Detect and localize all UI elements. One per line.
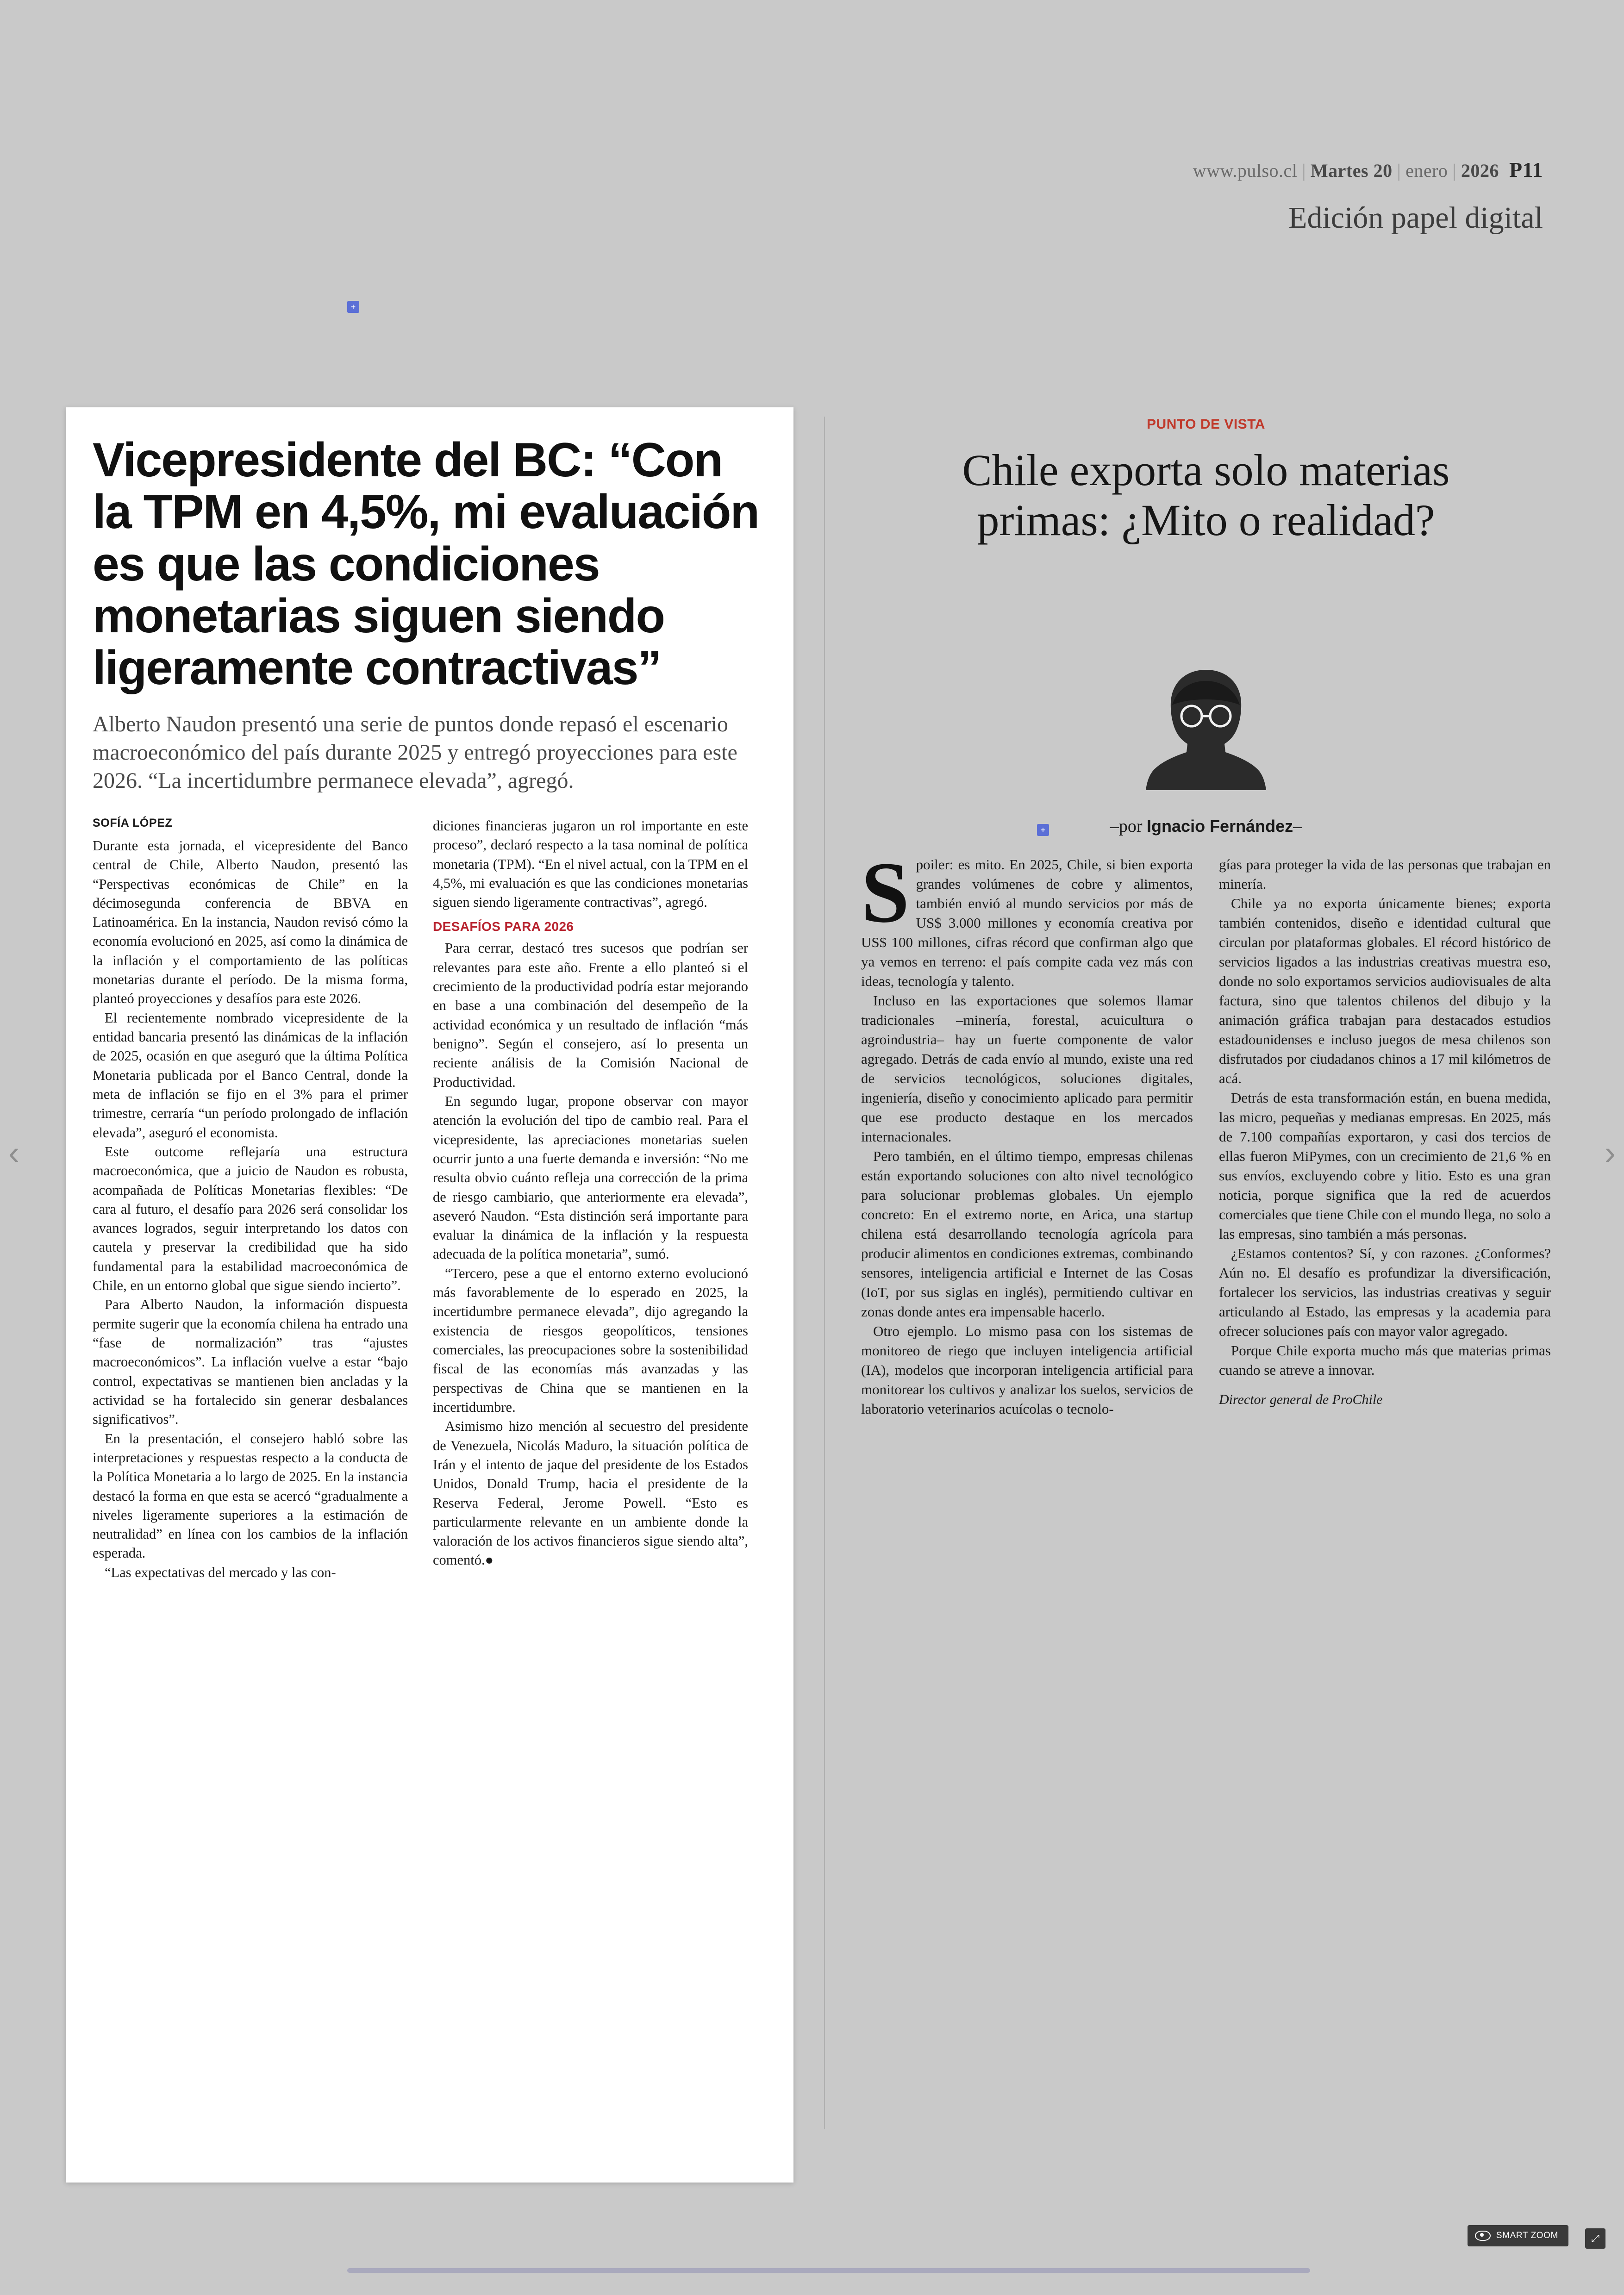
opinion-columns	[861, 844, 1551, 1419]
author-prefix: –por	[1110, 817, 1147, 836]
opinion-paragraph: Incluso en las exportaciones que solemos llamar tradicionales –minería, forestal, acuicultura o agroindustria– hay un fuerte componente de valor agregado. Detrás de cada envío al mundo, existe una red de servicios tecnológicos, soluciones digitales, ingeniería, diseño y conocimiento aplicado para permitir que ese producto destaque en los mercados internacionales.	[861, 992, 1193, 1145]
opinion-paragraph: Chile ya no exporta únicamente bienes; exporta también contenidos, diseño e identidad cultural que circulan por plataformas globales. El récord histórico de servicios ligados a las industrias creativas muestra eso, donde no solo exportamos servicios audiovisuales de alta factura, sino que talentos chilenos del dibujo y la animación gráfica trabajan para destacados estudios estadounidenses e incluso juegos de mesa chilenos son disfrutados por ciudadanos chinos a 17 mil kilómetros de acá.	[1219, 895, 1551, 1087]
next-page-arrow[interactable]: ›	[1605, 1135, 1616, 1172]
opinion-title: Chile exporta solo materias primas: ¿Mito o realidad?	[962, 445, 1450, 545]
article-paragraph: Para Alberto Naudon, la información dispuesta permite sugerir que la economía chilena ha entrado una “fase de normalización” tras “ajustes macroeconómicos”. La inflación vuelve a estar “bajo control, expectativas se mantienen bien ancladas y la actividad se ha fortalecido sin generar desbalances significativos”.	[93, 1297, 408, 1428]
opinion-article[interactable]	[861, 417, 1551, 1419]
article-paragraph: “Las expectativas del mercado y las con-	[105, 1564, 336, 1580]
article-paragraph: Durante esta jornada, el vicepresidente del Banco central de Chile, Alberto Naudon, presentó las “Perspectivas económicas de Chile” en la décimosegunda conferencia de BBVA en Latinoamérica. En la instancia, Naudon revisó cómo la economía evolucionó en 2025, así como la dinámica de la inflación y el comportamiento de las políticas monetarias durante el período. De la misma forma, planteó proyecciones y desafíos para este 2026.	[93, 837, 408, 1007]
masthead-site: www.pulso.cl	[1193, 160, 1298, 181]
article-standfirst: Alberto Naudon presentó una serie de puntos donde repasó el escenario macroeconómico del país durante 2025 y entregó proyecciones para este 2026. “La incertidumbre permanece elevada”, agregó.	[93, 711, 737, 793]
article-paragraph: Este outcome reflejaría una estructura macroeconómica, que a juicio de Naudon es robusta, acompañada de Políticas Monetarias flexibles: “De cara al futuro, el desafío para 2026 será consolidar los avances logrados, seguir interpretando los datos con cautela y preservar la credibilidad que ha sido fundamental para la estabilidad macroeconómica de Chile, en un entorno global que sigue siendo incierto”.	[93, 1143, 408, 1294]
column-divider	[824, 417, 825, 2129]
hotspot-marker-two[interactable]: +	[1037, 824, 1049, 836]
opinion-paragraph: ¿Estamos contentos? Sí, y con razones. ¿Conformes? Aún no. El desafío es profundizar la diversificación, fortalecer los servicios, las industrias creativas y seguir articulando al Estado, las empresas y la academia para ofrecer soluciones país con mayor valor agregado.	[1219, 1245, 1551, 1340]
opinion-kicker: PUNTO DE VISTA	[1147, 417, 1265, 432]
article-columns	[93, 817, 767, 1582]
smart-zoom-button[interactable]	[1468, 2225, 1568, 2246]
article-byline: SOFÍA LÓPEZ	[93, 816, 173, 829]
author-portrait	[861, 651, 1551, 804]
opinion-paragraph: Otro ejemplo. Lo mismo pasa con los sistemas de monitoreo de riego que incluyen inteligencia artificial (IA), modelos que incorporan inteligencia artificial para monitorear los cultivos y analizar los suelos, servicios de laboratorio veterinarios acuícolas o tecnolo-	[861, 1323, 1193, 1417]
opinion-paragraph: Pero también, en el último tiempo, empresas chilenas están exportando soluciones con alto nivel tecnológico para solucionar problemas globales. Un ejemplo concreto: En el extremo norte, en Arica, una startup chilena está desarrollando tecnología agrícola para producir alimentos en condiciones extremas, combinando sensores, inteligencia artificial e Internet de las Cosas (IoT, por sus siglas en inglés), permitiendo cultivar en zonas donde antes era impensable hacerlo.	[861, 1148, 1193, 1320]
masthead-line: www.pulso.cl | Martes 20 | enero | 2026 P11	[1193, 158, 1543, 181]
author-name: Ignacio Fernández	[1147, 817, 1293, 836]
masthead-month: enero	[1405, 160, 1448, 181]
article-paragraph: En segundo lugar, propone observar con mayor atención la evolución del tipo de cambio real. Para el vicepresidente, las apreciaciones monetarias suelen ocurrir junto a una fuerte demanda e inversión: “No me resulta obvio cuánto refleja una corrección de la prima de riesgo cambiario, que anteriormente era elevada”, aseveró Naudon. “Esta distinción será importante para evaluar la dinámica de la inflación y la respuesta adecuada de la política monetaria”, sumó.	[433, 1093, 748, 1262]
masthead-year: 2026	[1461, 160, 1499, 181]
article-paragraph: Asimismo hizo mención al secuestro del presidente de Venezuela, Nicolás Maduro, la situación política de Irán y el intento de jaque del presidente de los Estados Unidos, Donald Trump, hacia el presidente de la Reserva Federal, Jerome Powell. “Esto es particularmente relevante en un ambiente donde la valoración de los activos financieros sigue siendo alta”, comentó.●	[433, 1418, 748, 1568]
article-paragraph: Para cerrar, destacó tres sucesos que podrían ser relevantes para este año. Frente a ello planteó si el crecimiento de la productividad podría estar mejorando en base a una combinación del desempeño de la actividad económica y un resultado de inflación “más benigno”. Según el consejero, así lo presenta un reciente análisis de la Comisión Nacional de Productividad.	[433, 940, 748, 1090]
page-number: P11	[1509, 158, 1543, 181]
opinion-column-2	[1219, 855, 1551, 1419]
opinion-paragraph: Porque Chile exporta mucho más que materias primas cuando se atreve a innovar.	[1219, 1342, 1551, 1378]
hotspot-marker-one[interactable]: +	[347, 301, 359, 313]
eye-icon	[1475, 2231, 1491, 2241]
article-paragraph: “Tercero, pese a que el entorno externo evolucionó más favorablemente de lo esperado en 2025, la incertidumbre permanece elevada”, dijo agregando la existencia de riesgos geopolíticos, tensiones comerciales, las preocupaciones sobre la sostenibilidad fiscal de las economías más avanzadas y las perspectivas de China que se mantienen en la incertidumbre.	[433, 1265, 748, 1415]
smart-zoom-label: SMART ZOOM	[1496, 2231, 1558, 2240]
author-suffix: –	[1293, 817, 1302, 836]
horizontal-scrollbar[interactable]	[347, 2268, 1310, 2273]
masthead-day: Martes 20	[1310, 160, 1393, 181]
opinion-paragraph: Detrás de esta transformación están, en buena medida, las micro, pequeñas y medianas empresas. En 2025, más de 7.100 compañías exportaron, y casi dos tercios de ellas fueron MiPymes, con un crecimiento de 21,6 % en sus envíos, excluyendo cobre y litio. Esto es una gran noticia, porque significa que la red de acuerdos comerciales que tiene Chile con el mundo llega, no solo a las empresas, sino también a más personas.	[1219, 1090, 1551, 1242]
scrollbar-thumb[interactable]	[347, 2268, 1310, 2273]
fullscreen-button[interactable]: ⤢	[1585, 2228, 1605, 2249]
opinion-author	[861, 816, 1551, 836]
article-paragraph: El recientemente nombrado vicepresidente de la entidad bancaria presentó las dinámicas de la inflación de 2025, ocasión en que aseguró que la última Política Monetaria publicada por el Banco Central, donde la meta de inflación se fijo en el 3% para el primer trimestre, cerraría “un período prolongado de inflación elevada”, aseguró el economista.	[93, 1010, 408, 1141]
article-headline: Vicepresidente del BC: “Con la TPM en 4,5%, mi evaluación es que las condiciones monetarias siguen siendo ligeramente contractivas”	[93, 433, 759, 695]
opinion-paragraph: gías para proteger la vida de las personas que trabajan en minería.	[1219, 856, 1551, 892]
opinion-credit: Director general de ProChile	[1219, 1392, 1383, 1408]
masthead	[1193, 157, 1543, 236]
edition-label: Edición papel digital	[1288, 201, 1543, 235]
opinion-paragraph: Spoiler: es mito. En 2025, Chile, si bien exporta grandes volúmenes de cobre y alimentos, también envió al mundo servicios por más de US$ 3.000 millones y economía creativa por US$ 100 millones, cifras récord que confirman algo que ya vemos en terreno: el país compite cada vez más con ideas, tecnología y talento.	[861, 844, 1193, 990]
article-paragraph: En la presentación, el consejero habló sobre las interpretaciones y respuestas respecto a la conducta de la Política Monetaria a lo largo de 2025. En la instancia destacó la forma en que esta se acercó “gradualmente a niveles ligeramente superiores a la estimación de neutralidad” en línea con los cambios de la inflación esperada.	[93, 1430, 408, 1561]
article-card[interactable]	[66, 407, 793, 2183]
article-paragraph: diciones financieras jugaron un rol importante en este proceso”, declaró respecto a la tasa nominal de política monetaria (TPM). “En el nivel actual, con la TPM en el 4,5%, mi evaluación es que las condiciones monetarias siguen siendo ligeramente contractivas”, agregó.	[433, 817, 748, 911]
article-subhead: DESAFÍOS PARA 2026	[433, 919, 574, 934]
opinion-column-1	[861, 844, 1193, 1419]
article-column-1	[93, 817, 408, 1582]
previous-page-arrow[interactable]: ‹	[8, 1135, 19, 1172]
article-column-2	[433, 817, 748, 1582]
